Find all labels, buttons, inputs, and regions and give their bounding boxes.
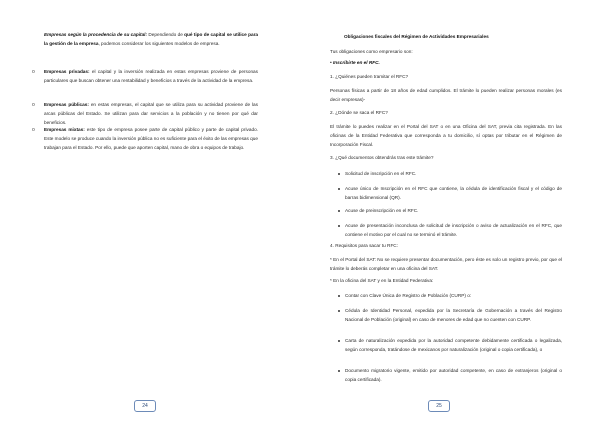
list-item: Acuse único de Inscripción en el RFC que contiene, la cédula de identificación fiscal y el código de barras bidimensional (QR). [345,186,562,201]
circle-bullet-icon: o [32,102,35,108]
intro-bold-label: Empresas según la procedencia de su capital: [44,32,148,37]
paragraph: Tus obligaciones como empresario son: [330,49,413,54]
list-item [44,67,258,85]
question-heading: 4. Requisitos para sacar tu RFC: [330,243,398,248]
right-page [300,0,600,424]
list-item: Documento migratorio vigente, emitido por autoridad competente, en caso de extranjeros (original o copia certificada). [345,368,562,383]
intro-paragraph [44,30,258,48]
bullet-dot-icon [338,173,340,175]
intro-text-2: , podemos considerar los siguientes modelos de empresa. [98,41,220,47]
question-heading: 1. ¿Quiénes pueden tramitar el RFC? [330,74,409,79]
bullet-dot-icon [338,310,340,312]
intro-text-1: Dependiendo de [147,32,185,37]
bullet-dot-icon [338,295,340,297]
page-number: 24 [134,400,156,412]
page-number: 25 [428,400,450,412]
intro-bold-phrase: qué tipo de capital se utilice para la gestión de la empresa [44,32,259,47]
list-item [44,100,258,127]
circle-bullet-icon: o [32,127,35,133]
paragraph: * En la oficina del SAT y en la Entidad Federativa: [330,278,434,283]
paragraph: • Inscribirte en el RFC. [330,60,380,65]
item-text: en estas empresas, el capital que se utiliza para su actividad proviene de las arcas públicas del Estado. Se utilizan para dar servicios a la población y no tienen por qué dar beneficios. [44,102,258,126]
paragraph: * En el Portal del SAT: No se requiere presentar documentación, pero éste es solo un registro previo, por que el trámite lo deberás completar en una oficina del SAT. [330,257,562,272]
list-item: Contar con Clave Única de Registro de Población (CURP) o: [345,293,472,298]
list-item: Cédula de Identidad Personal, expedida por la Secretaría de Gobernación a través del Registro Nacional de Población (original) en caso de menores de edad que no cuenten con CURP. [345,308,562,323]
list-item: Solicitud de inscripción en el RFC. [345,171,417,176]
section-title: Obligaciones fiscales del Régimen de Actividades Empresariales [344,34,489,39]
item-text: el capital y la inversión realizada en estas empresas proviene de personas particulares que buscan obtener una rentabilidad y beneficios a través de la actividad de la empresa. [44,69,259,84]
item-title: Empresas mixtas: [44,127,85,132]
bullet-dot-icon [338,225,340,227]
question-heading: 2. ¿Dónde se saca el RFC? [330,110,388,115]
list-item: Acuse de preinscripción en el RFC. [345,208,419,213]
bullet-dot-icon [338,370,340,372]
paragraph: El trámite lo puedes realizar en el Portal del SAT o en una Oficina del SAT, previa cita registrada. En las oficinas de la Entidad Federativa que corresponda a tu domicilio, sí optas por tributar en el Régimen de Incorporación Fiscal. [330,124,562,148]
question-heading: 3. ¿Qué documentos obtendrás tras este trámite? [330,155,434,160]
bullet-dot-icon [338,340,340,342]
bullet-dot-icon [338,188,340,190]
bullet-dot-icon [338,210,340,212]
list-item: Carta de naturalización expedida por la autoridad competente debidamente certificada o legalizada, según corresponda, tratándose de mexicanos por naturalización (original o copia certificada), o [345,338,562,353]
paragraph: Personas físicas a partir de 18 años de edad cumplidos. El trámite lo pueden realizar personas morales (es decir empresas)- [330,88,562,103]
circle-bullet-icon: o [32,69,35,75]
item-text: este tipo de empresa posee parte de capital público y parte de capital privado. Este modelo se produce cuando la inversión pública no es suficiente para el éxito de las empresas que trabajan para el Estado. Por ello, puede que aporten capital, mano de obra o equipos de trabajo. [44,127,258,151]
list-item [44,125,258,152]
list-item: Acuse de presentación inconclusa de solicitud de inscripción o aviso de actualización en el RFC, que contiene el motivo por el cual no se terminó el trámite. [345,223,562,238]
item-title: Empresas públicas: [44,102,89,107]
item-title: Empresas privadas: [44,69,90,74]
